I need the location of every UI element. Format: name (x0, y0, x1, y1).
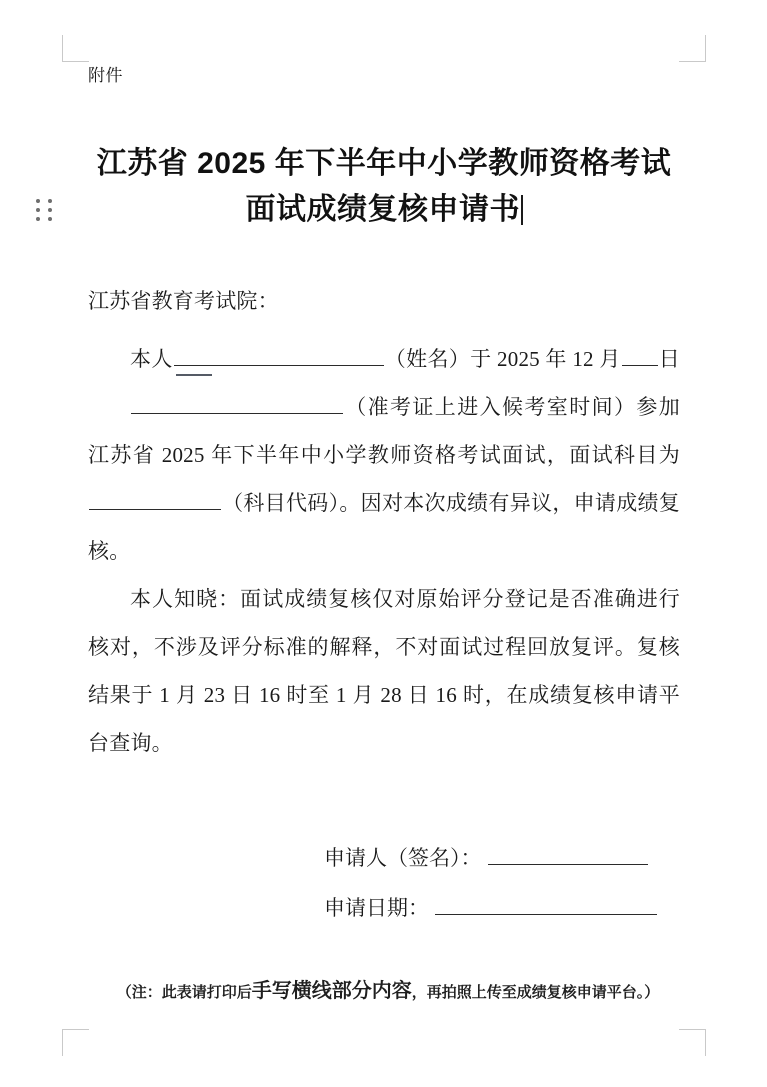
footer-note-emphasis: 手写横线部分内容 (251, 980, 412, 1002)
application-date-blank-field[interactable] (435, 892, 657, 915)
handle-dot (48, 208, 52, 212)
margin-guide-top-right (679, 35, 706, 62)
p1-seg-name-note: （姓名）于 2025 年 12 月 (384, 347, 621, 372)
text-cursor (521, 195, 523, 225)
day-number-blank-field[interactable] (622, 343, 658, 366)
time-range-field[interactable] (88, 383, 344, 431)
paragraph-declaration (88, 335, 680, 575)
application-date-row (324, 883, 680, 933)
p1-seg-self: 本人 (130, 347, 173, 372)
footer-note-suffix: ，再拍照上传至成绩复核申请平台。） (411, 985, 660, 1001)
paragraph-acknowledgement: 本人知晓：面试成绩复核仅对原始评分登记是否准确进行核对，不涉及评分标准的解释，不对面试过程回放复评。复核结果于 1 月 23 日 16 时至 1 月 28 日 16 时，在成绩复核申请平台查询。 (88, 587, 680, 756)
attachment-label: 附件 (88, 66, 123, 85)
drag-handle-dots-icon[interactable] (36, 199, 54, 221)
margin-guide-bottom-right (679, 1029, 706, 1056)
application-date-label: 申请日期： (324, 896, 429, 921)
title-line-1: 江苏省 2025 年下半年中小学教师资格考试 (96, 147, 672, 181)
handle-dot (48, 199, 52, 203)
footer-note (88, 974, 688, 1003)
signature-block (88, 833, 680, 933)
title-line-2: 面试成绩复核申请书 (245, 193, 520, 227)
body-block (88, 277, 680, 933)
applicant-signature-blank-field[interactable] (488, 842, 648, 865)
paragraph-gap (88, 325, 680, 335)
p1-seg-tail: （科目代码）。因对本次成绩有异议，申请成绩复核。 (88, 491, 680, 564)
p1-seg-room-note: （准考证上进入候考室时间）参加江苏省 2025 年下半年中小学教师资格考试面试，面试科目为 (88, 395, 680, 468)
margin-guide-bottom-left (62, 1029, 89, 1056)
applicant-signature-label: 申请人（签名）： (324, 846, 482, 871)
p1-seg-day: 日 (658, 347, 681, 372)
subject-blank-field[interactable] (89, 487, 221, 510)
salutation: 江苏省教育考试院： (88, 289, 279, 314)
margin-guide-top-left (62, 35, 89, 62)
footer-note-prefix: （注：此表请打印后 (116, 985, 252, 1001)
page-title (88, 141, 680, 233)
handle-dot (36, 199, 40, 203)
applicant-signature-row (324, 833, 680, 883)
name-blank-field[interactable] (174, 343, 384, 366)
document-content (88, 62, 680, 933)
handle-dot (36, 208, 40, 212)
time-blank-field[interactable] (131, 391, 343, 414)
handle-dot (48, 217, 52, 221)
time-range-dash (176, 374, 212, 376)
handle-dot (36, 217, 40, 221)
